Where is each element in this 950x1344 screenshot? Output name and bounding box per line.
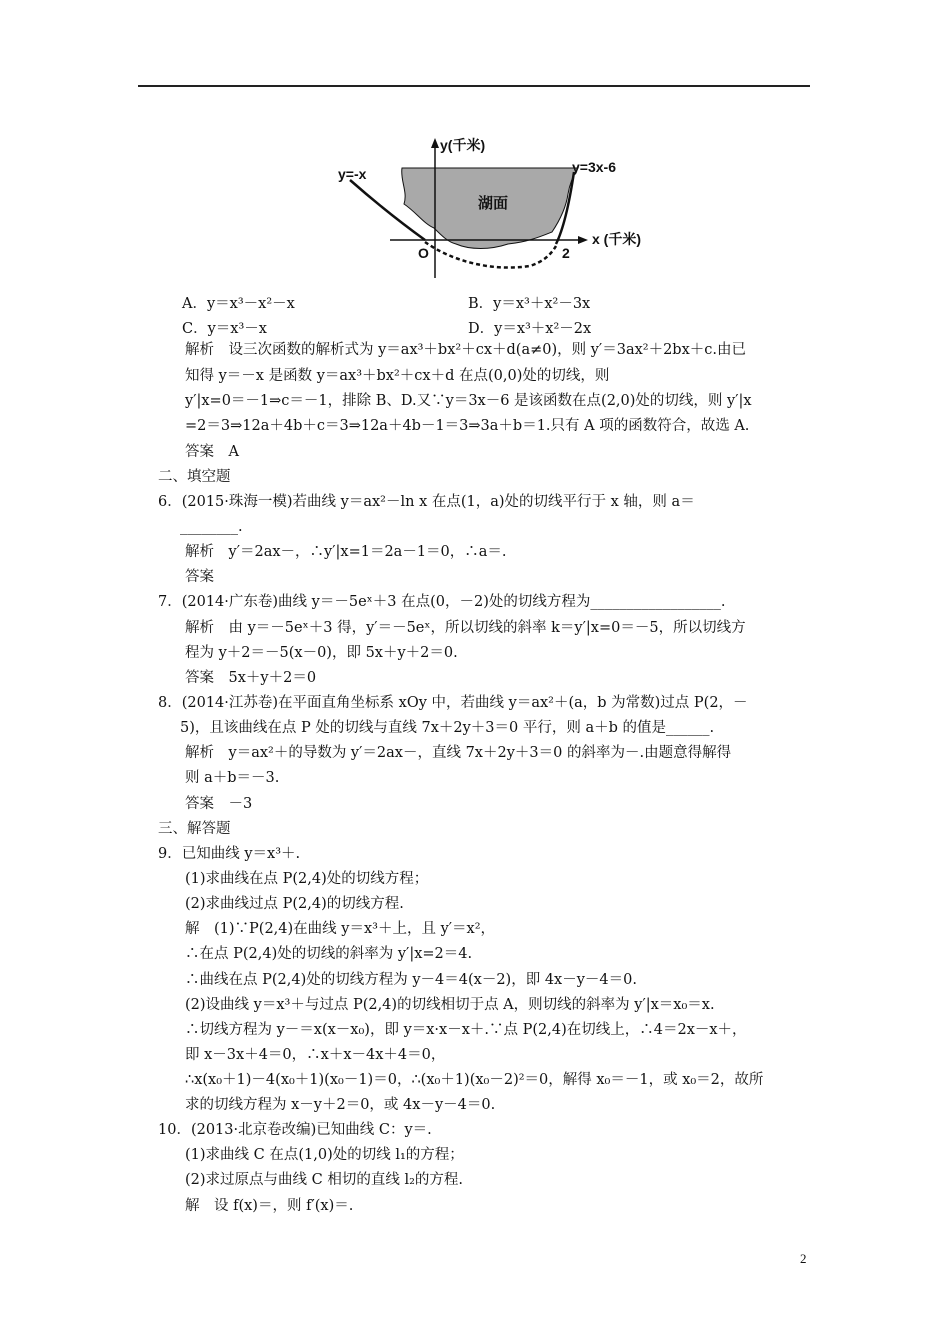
x-axis-arrow xyxy=(578,236,588,244)
question-6: 6．(2015·珠海一模)若曲线 y＝ax²－ln x 在点(1，a)处的切线平行于 x 轴，则 a＝ xyxy=(158,494,695,510)
region-label: 湖面 xyxy=(478,195,509,212)
text-line: 则 a＋b＝－3. xyxy=(185,770,280,786)
text-line: 程为 y＋2＝－5(x－0)，即 5x＋y＋2＝0. xyxy=(185,645,458,661)
choice-a: A．y＝x³－x²－x xyxy=(182,296,295,312)
choice-b: B．y＝x³＋x²－3x xyxy=(468,296,591,312)
text-line: ________. xyxy=(180,519,243,535)
text-line: 答案 －3 xyxy=(185,796,253,812)
text-line: 答案 A xyxy=(185,444,239,460)
lake-figure xyxy=(330,132,660,282)
text-line: 解 (1)∵P(2,4)在曲线 y＝x³＋上，且 y′＝x²， xyxy=(185,921,496,937)
text-line: 知得 y＝－x 是函数 y＝ax³＋bx²＋cx＋d 在点(0,0)处的切线，则 xyxy=(185,368,610,384)
text-line: ∴切线方程为 y－＝x(x－x₀)，即 y＝x·x－x＋.∵点 P(2,4)在切线上，∴4＝2x－x＋， xyxy=(185,1022,747,1038)
x-tick-label: 2 xyxy=(562,245,570,261)
text-line: 答案 5x＋y＋2＝0 xyxy=(185,670,317,686)
text-line: 5)，且该曲线在点 P 处的切线与直线 7x＋2y＋3＝0 平行，则 a＋b 的值是______. xyxy=(180,720,715,736)
question-7: 7．(2014·广东卷)曲线 y＝－5eˣ＋3 在点(0，－2)处的切线方程为__________________. xyxy=(158,594,726,610)
text-line: ∴曲线在点 P(2,4)处的切线方程为 y－4＝4(x－2)，即 4x－y－4＝0. xyxy=(185,972,637,988)
text-line: 解析 y′＝2ax－，∴y′|x=1＝2a－1＝0，∴a＝. xyxy=(185,544,507,560)
x-axis-label: x (千米) xyxy=(592,231,641,247)
text-line: 解析 y＝ax²＋的导数为 y′＝2ax－，直线 7x＋2y＋3＝0 的斜率为－.由题意得解得 xyxy=(185,745,732,761)
section-heading: 二、填空题 xyxy=(158,469,231,485)
right-line-label: y=3x-6 xyxy=(572,159,616,175)
choice-d: D．y＝x³＋x²－2x xyxy=(468,321,592,337)
text-line: (2)求过原点与曲线 C 相切的直线 l₂的方程. xyxy=(185,1172,464,1188)
text-line: 解析 设三次函数的解析式为 y＝ax³＋bx²＋cx＋d(a≠0)，则 y′＝3ax²＋2bx＋c.由已 xyxy=(185,342,746,358)
question-10: 10．(2013·北京卷改编)已知曲线 C：y＝. xyxy=(158,1122,432,1138)
text-line: (1)求曲线 C 在点(1,0)处的切线 l₁的方程； xyxy=(185,1147,464,1163)
text-line: ∴在点 P(2,4)处的切线的斜率为 y′|x=2＝4. xyxy=(185,946,473,962)
question-9: 9．已知曲线 y＝x³＋. xyxy=(158,846,301,862)
section-heading: 三、解答题 xyxy=(158,821,231,837)
text-line: 即 x－3x＋4＝0，∴x＋x－4x＋4＝0， xyxy=(185,1047,446,1063)
question-8: 8．(2014·江苏卷)在平面直角坐标系 xOy 中，若曲线 y＝ax²＋(a，b 为常数)过点 P(2，－ xyxy=(158,695,748,711)
text-line: =2＝3⇒12a＋4b＋c＝3⇒12a＋4b－1＝3⇒3a＋b＝1.只有 A 项的函数符合，故选 A. xyxy=(185,418,750,434)
left-line-label: y=-x xyxy=(338,166,367,182)
text-line: (2)求曲线过点 P(2,4)的切线方程. xyxy=(185,896,404,912)
page-number: 2 xyxy=(800,1251,807,1266)
header-rule xyxy=(138,85,810,87)
y-axis-arrow xyxy=(431,138,439,148)
text-line: 答案 xyxy=(185,569,214,585)
text-line: (1)求曲线在点 P(2,4)处的切线方程； xyxy=(185,871,429,887)
text-line: ∴x(x₀＋1)－4(x₀＋1)(x₀－1)＝0，∴(x₀＋1)(x₀－2)²＝0，解得 x₀＝－1，或 x₀＝2，故所 xyxy=(185,1072,764,1088)
origin-label: O xyxy=(418,245,429,261)
y-axis-label: y(千米) xyxy=(440,137,486,153)
text-line: (2)设曲线 y＝x³＋与过点 P(2,4)的切线相切于点 A，则切线的斜率为 y′|x＝x₀＝x. xyxy=(185,997,715,1013)
text-line: 解 设 f(x)＝，则 f′(x)＝. xyxy=(185,1198,354,1214)
text-line: 解析 由 y＝－5eˣ＋3 得，y′＝－5eˣ，所以切线的斜率 k＝y′|x=0＝－5，所以切线方 xyxy=(185,620,746,636)
text-line: 求的切线方程为 x－y＋2＝0，或 4x－y－4＝0. xyxy=(185,1097,496,1113)
choice-c: C．y＝x³－x xyxy=(182,321,267,337)
text-line: y′|x=0＝－1⇒c＝－1，排除 B、D.又∵y＝3x－6 是该函数在点(2,0)处的切线，则 y′|x xyxy=(185,393,752,409)
